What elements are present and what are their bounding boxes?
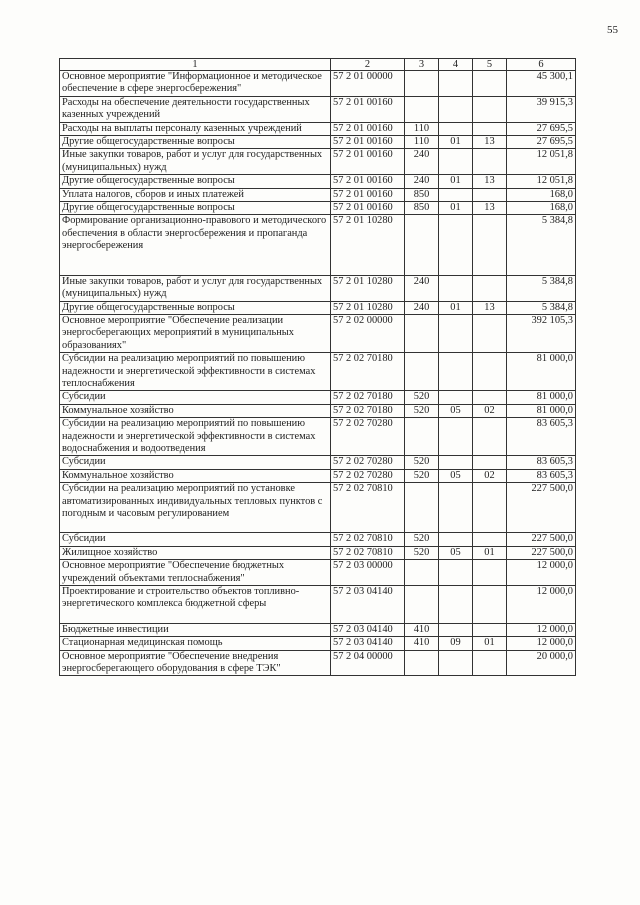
row-col3-cell <box>405 483 439 533</box>
table-row <box>60 275 576 301</box>
row-amount-cell: 12 000,0 <box>507 560 576 586</box>
budget-table <box>59 58 576 676</box>
row-col4-cell <box>439 533 473 546</box>
table-row <box>60 586 576 624</box>
row-col5-cell <box>473 483 507 533</box>
header-col-6: 6 <box>507 59 576 71</box>
row-col5-cell <box>473 149 507 175</box>
row-code-cell: 57 2 01 00160 <box>331 122 405 135</box>
row-name-cell: Субсидии <box>60 456 331 469</box>
row-col3-cell: 240 <box>405 149 439 175</box>
row-col4-cell <box>439 275 473 301</box>
row-code-cell: 57 2 03 00000 <box>331 560 405 586</box>
row-amount-cell: 12 000,0 <box>507 637 576 650</box>
row-code-cell: 57 2 01 00160 <box>331 96 405 122</box>
table-row <box>60 353 576 391</box>
row-col3-cell: 240 <box>405 175 439 188</box>
row-col4-cell <box>439 314 473 352</box>
row-code-cell: 57 2 02 70180 <box>331 404 405 417</box>
header-col-2: 2 <box>331 59 405 71</box>
table-row <box>60 122 576 135</box>
row-col4-cell <box>439 96 473 122</box>
row-col5-cell <box>473 586 507 624</box>
row-col3-cell <box>405 71 439 97</box>
row-col4-cell: 05 <box>439 469 473 482</box>
row-name-cell: Субсидии на реализацию мероприятий по повышению надежности и энергетической эффективности в системах теплоснабжения <box>60 353 331 391</box>
table-row <box>60 650 576 676</box>
row-name-cell: Основное мероприятие "Информационное и методическое обеспечение в сфере энергосбережения" <box>60 71 331 97</box>
header-col-1: 1 <box>60 59 331 71</box>
row-amount-cell: 83 605,3 <box>507 469 576 482</box>
header-col-5: 5 <box>473 59 507 71</box>
row-col4-cell <box>439 483 473 533</box>
row-col4-cell <box>439 586 473 624</box>
row-col4-cell <box>439 650 473 676</box>
row-col4-cell <box>439 149 473 175</box>
row-col3-cell: 410 <box>405 637 439 650</box>
row-col4-cell: 01 <box>439 136 473 149</box>
table-row <box>60 418 576 456</box>
row-col4-cell <box>439 71 473 97</box>
row-col3-cell <box>405 560 439 586</box>
row-col3-cell: 520 <box>405 469 439 482</box>
row-col3-cell: 850 <box>405 188 439 201</box>
table-row <box>60 623 576 636</box>
row-code-cell: 57 2 02 70180 <box>331 391 405 404</box>
row-name-cell: Другие общегосударственные вопросы <box>60 301 331 314</box>
row-col5-cell: 02 <box>473 404 507 417</box>
row-name-cell: Другие общегосударственные вопросы <box>60 202 331 215</box>
row-col5-cell: 13 <box>473 202 507 215</box>
row-col5-cell: 02 <box>473 469 507 482</box>
row-name-cell: Другие общегосударственные вопросы <box>60 136 331 149</box>
row-col3-cell: 520 <box>405 546 439 559</box>
row-code-cell: 57 2 01 00160 <box>331 149 405 175</box>
row-amount-cell: 39 915,3 <box>507 96 576 122</box>
row-col5-cell <box>473 215 507 275</box>
row-code-cell: 57 2 02 70280 <box>331 469 405 482</box>
row-code-cell: 57 2 01 00000 <box>331 71 405 97</box>
row-col4-cell: 01 <box>439 175 473 188</box>
row-col3-cell: 240 <box>405 301 439 314</box>
row-amount-cell: 392 105,3 <box>507 314 576 352</box>
row-amount-cell: 12 000,0 <box>507 586 576 624</box>
row-col4-cell: 09 <box>439 637 473 650</box>
row-name-cell: Расходы на обеспечение деятельности государственных казенных учреждений <box>60 96 331 122</box>
row-col4-cell: 05 <box>439 546 473 559</box>
row-col3-cell: 110 <box>405 136 439 149</box>
row-col3-cell: 240 <box>405 275 439 301</box>
row-col3-cell: 520 <box>405 404 439 417</box>
row-amount-cell: 12 051,8 <box>507 175 576 188</box>
row-col3-cell: 520 <box>405 456 439 469</box>
row-col4-cell <box>439 623 473 636</box>
row-col4-cell: 01 <box>439 301 473 314</box>
row-code-cell: 57 2 03 04140 <box>331 637 405 650</box>
table-row <box>60 483 576 533</box>
row-code-cell: 57 2 02 70810 <box>331 533 405 546</box>
row-name-cell: Коммунальное хозяйство <box>60 404 331 417</box>
row-col3-cell: 850 <box>405 202 439 215</box>
row-col3-cell <box>405 586 439 624</box>
row-code-cell: 57 2 02 70180 <box>331 353 405 391</box>
row-col5-cell <box>473 188 507 201</box>
row-col4-cell <box>439 391 473 404</box>
table-row <box>60 71 576 97</box>
row-col5-cell <box>473 623 507 636</box>
row-name-cell: Расходы на выплаты персоналу казенных учреждений <box>60 122 331 135</box>
row-name-cell: Основное мероприятие "Обеспечение реализации энергосберегающих мероприятий в муниципальных образованиях" <box>60 314 331 352</box>
row-col5-cell <box>473 96 507 122</box>
row-amount-cell: 227 500,0 <box>507 546 576 559</box>
row-name-cell: Основное мероприятие "Обеспечение бюджетных учреждений объектами теплоснабжения" <box>60 560 331 586</box>
row-code-cell: 57 2 01 00160 <box>331 175 405 188</box>
row-col5-cell: 13 <box>473 136 507 149</box>
row-name-cell: Коммунальное хозяйство <box>60 469 331 482</box>
row-code-cell: 57 2 01 10280 <box>331 215 405 275</box>
row-amount-cell: 227 500,0 <box>507 533 576 546</box>
row-col5-cell <box>473 650 507 676</box>
row-col5-cell <box>473 391 507 404</box>
row-col4-cell <box>439 456 473 469</box>
row-col3-cell <box>405 353 439 391</box>
row-amount-cell: 20 000,0 <box>507 650 576 676</box>
row-amount-cell: 12 051,8 <box>507 149 576 175</box>
row-name-cell: Иные закупки товаров, работ и услуг для государственных (муниципальных) нужд <box>60 149 331 175</box>
row-col4-cell <box>439 122 473 135</box>
table-row <box>60 188 576 201</box>
row-col3-cell: 410 <box>405 623 439 636</box>
header-col-3: 3 <box>405 59 439 71</box>
table-row <box>60 637 576 650</box>
table-row <box>60 391 576 404</box>
row-name-cell: Субсидии на реализацию мероприятий по установке автоматизированных индивидуальных тепловых пунктов с погодным и часовым регулированием <box>60 483 331 533</box>
table-row <box>60 314 576 352</box>
row-col5-cell: 13 <box>473 301 507 314</box>
row-col5-cell <box>473 71 507 97</box>
page-number: 55 <box>607 24 618 36</box>
row-col3-cell <box>405 96 439 122</box>
row-name-cell: Субсидии <box>60 533 331 546</box>
table-row <box>60 96 576 122</box>
row-name-cell: Основное мероприятие "Обеспечение внедрения энергосберегающего оборудования в сфере ТЭК" <box>60 650 331 676</box>
row-amount-cell: 12 000,0 <box>507 623 576 636</box>
row-col5-cell: 01 <box>473 546 507 559</box>
row-name-cell: Жилищное хозяйство <box>60 546 331 559</box>
row-col5-cell <box>473 456 507 469</box>
header-row <box>60 59 576 71</box>
row-amount-cell: 45 300,1 <box>507 71 576 97</box>
table-row <box>60 533 576 546</box>
row-amount-cell: 83 605,3 <box>507 418 576 456</box>
row-col3-cell <box>405 314 439 352</box>
row-code-cell: 57 2 02 70280 <box>331 418 405 456</box>
row-amount-cell: 5 384,8 <box>507 275 576 301</box>
row-col5-cell <box>473 533 507 546</box>
table-row <box>60 202 576 215</box>
row-col3-cell <box>405 418 439 456</box>
row-code-cell: 57 2 01 00160 <box>331 188 405 201</box>
row-code-cell: 57 2 01 10280 <box>331 301 405 314</box>
row-amount-cell: 27 695,5 <box>507 136 576 149</box>
row-code-cell: 57 2 04 00000 <box>331 650 405 676</box>
row-col5-cell <box>473 275 507 301</box>
row-amount-cell: 81 000,0 <box>507 391 576 404</box>
table-row <box>60 456 576 469</box>
row-code-cell: 57 2 01 10280 <box>331 275 405 301</box>
table-row <box>60 469 576 482</box>
row-col4-cell <box>439 418 473 456</box>
row-col3-cell <box>405 215 439 275</box>
row-col5-cell <box>473 314 507 352</box>
row-name-cell: Иные закупки товаров, работ и услуг для государственных (муниципальных) нужд <box>60 275 331 301</box>
row-amount-cell: 83 605,3 <box>507 456 576 469</box>
row-col4-cell <box>439 353 473 391</box>
row-amount-cell: 168,0 <box>507 202 576 215</box>
row-name-cell: Уплата налогов, сборов и иных платежей <box>60 188 331 201</box>
row-name-cell: Формирование организационно-правового и методического обеспечения в области энергосбережения и пропаганда энергосбережения <box>60 215 331 275</box>
table-row <box>60 546 576 559</box>
table-row <box>60 136 576 149</box>
row-name-cell: Субсидии на реализацию мероприятий по повышению надежности и энергетической эффективности в системах водоснабжения и водоотведения <box>60 418 331 456</box>
row-name-cell: Проектирование и строительство объектов топливно-энергетического комплекса бюджетной сферы <box>60 586 331 624</box>
row-col5-cell: 01 <box>473 637 507 650</box>
table-row <box>60 560 576 586</box>
table-row <box>60 175 576 188</box>
row-amount-cell: 27 695,5 <box>507 122 576 135</box>
row-col4-cell <box>439 215 473 275</box>
row-col3-cell: 520 <box>405 391 439 404</box>
row-amount-cell: 5 384,8 <box>507 301 576 314</box>
row-col3-cell: 110 <box>405 122 439 135</box>
row-col4-cell: 01 <box>439 202 473 215</box>
row-amount-cell: 168,0 <box>507 188 576 201</box>
row-col4-cell <box>439 560 473 586</box>
row-name-cell: Стационарная медицинская помощь <box>60 637 331 650</box>
row-code-cell: 57 2 02 70810 <box>331 546 405 559</box>
row-amount-cell: 81 000,0 <box>507 404 576 417</box>
row-code-cell: 57 2 03 04140 <box>331 623 405 636</box>
row-code-cell: 57 2 02 70810 <box>331 483 405 533</box>
row-name-cell: Бюджетные инвестиции <box>60 623 331 636</box>
row-code-cell: 57 2 02 00000 <box>331 314 405 352</box>
row-code-cell: 57 2 02 70280 <box>331 456 405 469</box>
row-col3-cell: 520 <box>405 533 439 546</box>
row-col5-cell: 13 <box>473 175 507 188</box>
row-amount-cell: 81 000,0 <box>507 353 576 391</box>
row-col5-cell <box>473 122 507 135</box>
row-name-cell: Субсидии <box>60 391 331 404</box>
row-col5-cell <box>473 560 507 586</box>
row-col3-cell <box>405 650 439 676</box>
row-amount-cell: 227 500,0 <box>507 483 576 533</box>
row-code-cell: 57 2 01 00160 <box>331 136 405 149</box>
row-code-cell: 57 2 01 00160 <box>331 202 405 215</box>
header-col-4: 4 <box>439 59 473 71</box>
table-row <box>60 215 576 275</box>
row-code-cell: 57 2 03 04140 <box>331 586 405 624</box>
row-col5-cell <box>473 418 507 456</box>
table-row <box>60 149 576 175</box>
table-row <box>60 301 576 314</box>
row-col4-cell <box>439 188 473 201</box>
row-col5-cell <box>473 353 507 391</box>
row-name-cell: Другие общегосударственные вопросы <box>60 175 331 188</box>
row-col4-cell: 05 <box>439 404 473 417</box>
row-amount-cell: 5 384,8 <box>507 215 576 275</box>
table-row <box>60 404 576 417</box>
